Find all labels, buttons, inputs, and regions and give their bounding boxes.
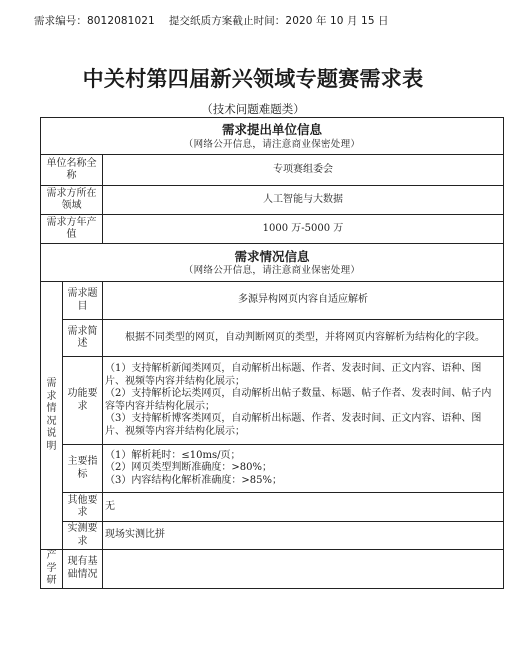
table-row — [41, 282, 504, 320]
table-row — [41, 357, 504, 445]
demand-number: 需求编号：8012081021 — [34, 15, 155, 27]
table-row — [41, 493, 504, 522]
function-label: 功能要求 — [63, 357, 103, 445]
demand-form-table — [40, 117, 504, 589]
metric-item: （1）解析耗时：≤10ms/页； — [105, 449, 241, 461]
section1-heading: 需求提出单位信息 — [221, 122, 322, 137]
output-value: 1000 万-5000 万 — [103, 215, 504, 244]
function-requirements — [103, 357, 504, 445]
page-title: 中关村第四届新兴领域专题赛需求表 — [82, 67, 424, 91]
main-metrics — [103, 445, 504, 493]
field-value: 人工智能与大数据 — [103, 186, 504, 215]
row-label-output: 需求方年产值 — [41, 215, 103, 244]
metric-item: （2）网页类型判断准确度：>80%； — [105, 462, 272, 474]
unit-name-value: 专项赛组委会 — [103, 155, 504, 186]
table-row — [41, 186, 504, 215]
row-label-unit-name: 单位名称全称 — [41, 155, 103, 186]
topic-label: 需求题目 — [63, 282, 103, 320]
section1-note: （网络公开信息，请注意商业保密处理） — [183, 138, 361, 150]
demand-situation-side-label: 需求情况说明 — [41, 282, 63, 550]
table-row — [41, 550, 504, 589]
summary-text: 根据不同类型的网页，自动判断网页的类型，并将网页内容解析为结构化的字段。 — [103, 320, 504, 357]
table-row — [41, 522, 504, 550]
basis-label: 现有基础情况 — [63, 550, 103, 589]
basis-value — [103, 550, 504, 589]
table-row — [41, 155, 504, 186]
section1-header — [41, 118, 504, 155]
table-row — [41, 215, 504, 244]
row-label-field: 需求方所在领域 — [41, 186, 103, 215]
table-row — [41, 320, 504, 357]
test-value: 现场实测比拼 — [103, 522, 504, 550]
function-item: （2）支持解析论坛类网页，自动解析出帖子数量、标题、帖子作者、发表时间、帖子内容等内容并结构化展示； — [105, 388, 492, 412]
submission-deadline: 提交纸质方案截止时间：2020 年 10 月 15 日 — [168, 15, 389, 27]
function-item: （1）支持解析新闻类网页，自动解析出标题、作者、发表时间、正文内容、语种、图片、视频等内容并结构化展示； — [105, 363, 482, 387]
section2-heading: 需求情况信息 — [234, 248, 310, 264]
function-item: （3）支持解析博客类网页，自动解析出标题、作者、发表时间、正文内容、语种、图片、视频等内容并结构化展示； — [105, 413, 482, 437]
header-meta — [34, 13, 494, 28]
test-label: 实测要求 — [63, 522, 103, 550]
table-row — [41, 445, 504, 493]
section1-header-row — [41, 118, 504, 155]
section2-header — [41, 244, 504, 282]
other-value: 无 — [103, 493, 504, 522]
summary-label: 需求简述 — [63, 320, 103, 357]
metric-item: （3）内容结构化解析准确度：>85%； — [105, 474, 282, 486]
industry-academia-label: 产学研 — [41, 550, 63, 589]
section2-note: （网络公开信息，请注意商业保密处理） — [183, 265, 361, 276]
topic-value: 多源异构网页内容自适应解析 — [103, 282, 504, 320]
section2-header-row — [41, 244, 504, 282]
other-label: 其他要求 — [63, 493, 103, 522]
page-subtitle: （技术问题难题类） — [201, 102, 305, 116]
metrics-label: 主要指标 — [63, 445, 103, 493]
